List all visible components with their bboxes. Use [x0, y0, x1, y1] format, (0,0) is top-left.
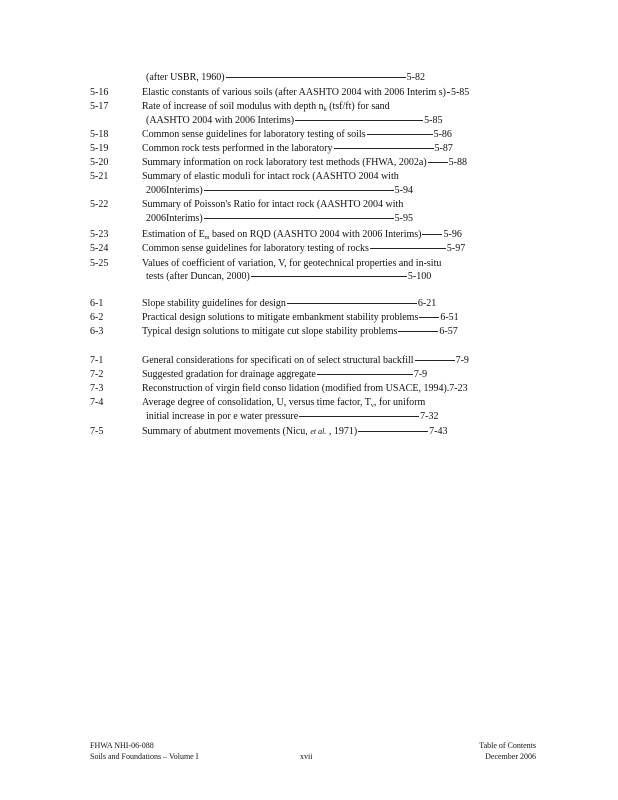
entry-text: Typical design solutions to mitigate cut slope stability problems — [142, 326, 398, 337]
entry-italic: et al. — [310, 427, 327, 436]
entry-text: initial increase in por e water pressure — [146, 411, 299, 422]
entry-number: 6-3 — [90, 326, 104, 337]
dot-leader — [367, 134, 433, 135]
entry-text: Rate of increase of soil modulus with depth n — [142, 101, 324, 112]
dot-leader — [419, 317, 439, 318]
entry-text: Summary of Poisson's Ratio for intact rock (AASHTO 2004 with — [142, 199, 404, 210]
footer-doc-title: Soils and Foundations – Volume I — [90, 752, 199, 761]
toc-entry-6-2 — [0, 312, 618, 324]
toc-entry-5-22-cont — [0, 213, 618, 225]
toc-entry-5-21 — [0, 171, 618, 183]
entry-number: 5-24 — [90, 243, 109, 254]
entry-number: 5-17 — [90, 101, 109, 112]
entry-number: 6-2 — [90, 312, 104, 323]
entry-page: 5-82 — [406, 72, 425, 83]
entry-text: 2006Interims) — [146, 185, 203, 196]
entry-page: 5-85 — [450, 87, 470, 98]
entry-text: Common rock tests performed in the laboratory — [142, 143, 333, 154]
toc-entry-5-17-cont — [0, 115, 618, 127]
entry-text: (after USBR, 1960) — [146, 72, 225, 83]
toc-entry-5-18 — [0, 129, 618, 141]
toc-entry-5-15-cont — [0, 72, 618, 84]
entry-number: 5-19 — [90, 143, 109, 154]
entry-page: 7-9 — [455, 355, 469, 366]
toc-entry-5-20 — [0, 157, 618, 169]
footer-date: December 2006 — [485, 752, 536, 761]
entry-number: 5-20 — [90, 157, 109, 168]
entry-number: 7-2 — [90, 369, 104, 380]
dot-leader — [295, 120, 423, 121]
entry-number: 7-3 — [90, 383, 104, 394]
dot-leader — [287, 303, 417, 304]
entry-page: 5-95 — [394, 213, 413, 224]
toc-entry-7-1 — [0, 355, 618, 367]
entry-number: 5-18 — [90, 129, 109, 140]
entry-page: 5-97 — [446, 243, 466, 254]
footer-doc-id: FHWA NHI-06-088 — [90, 741, 154, 750]
entry-page: 7-32 — [420, 411, 439, 422]
toc-entry-5-17 — [0, 101, 618, 113]
entry-page: 7-43 — [429, 426, 448, 437]
dot-leader — [299, 416, 419, 417]
entry-page: 6-51 — [440, 312, 459, 323]
entry-page: 6-57 — [439, 326, 458, 337]
toc-entry-5-19 — [0, 143, 618, 155]
toc-entry-5-16 — [0, 87, 618, 99]
entry-page: 6-21 — [417, 298, 437, 309]
dot-leader — [334, 148, 434, 149]
footer-section: Table of Contents — [479, 741, 536, 750]
toc-entry-5-21-cont — [0, 185, 618, 197]
toc-entry-7-3 — [0, 383, 618, 395]
entry-page: 5-96 — [443, 229, 462, 240]
entry-number: 5-25 — [90, 258, 109, 269]
dot-leader — [226, 77, 406, 78]
entry-text: Elastic constants of various soils (after AASHTO 2004 with 2006 Interim s) — [142, 87, 446, 98]
entry-page: 5-86 — [433, 129, 452, 140]
dot-leader — [204, 190, 394, 191]
toc-entry-5-22 — [0, 199, 618, 211]
entry-text: Common sense guidelines for laboratory testing of rocks — [142, 243, 369, 254]
entry-subscript: h — [323, 107, 327, 113]
dot-leader — [415, 360, 455, 361]
dot-leader — [251, 276, 407, 277]
entry-text: Suggested gradation for drainage aggregate — [142, 369, 316, 380]
entry-text: Summary of abutment movements (Nicu, — [142, 426, 311, 437]
dot-leader — [370, 248, 446, 249]
toc-entry-7-2 — [0, 369, 618, 381]
entry-number: 7-1 — [90, 355, 104, 366]
entry-subscript: m — [204, 235, 210, 241]
entry-text: Values of coefficient of variation, V, for geotechnical properties and in-situ — [142, 258, 442, 269]
entry-text-cont: , 1971) — [326, 426, 358, 437]
dot-leader — [204, 218, 394, 219]
toc-entry-7-4-cont — [0, 411, 618, 423]
entry-number: 5-23 — [90, 229, 109, 240]
entry-text: Reconstruction of virgin field conso lidation (modified from USACE, 1994). — [142, 383, 450, 394]
entry-text-cont: based on RQD (AASHTO 2004 with 2006 Interims) — [209, 229, 422, 240]
entry-text-cont: , for uniform — [373, 397, 426, 408]
toc-entry-7-5 — [0, 426, 618, 438]
entry-page: 5-94 — [394, 185, 413, 196]
toc-entry-5-25 — [0, 258, 618, 270]
entry-text: tests (after Duncan, 2000) — [146, 271, 250, 282]
entry-number: 7-5 — [90, 426, 104, 437]
toc-entry-7-4 — [0, 397, 618, 409]
entry-text: Practical design solutions to mitigate embankment stability problems — [142, 312, 419, 323]
dot-leader — [422, 234, 442, 235]
entry-number: 6-1 — [90, 298, 104, 309]
entry-text: Estimation of E — [142, 229, 205, 240]
entry-page: 5-100 — [407, 271, 432, 282]
toc-entry-6-3 — [0, 326, 618, 338]
dot-leader — [428, 162, 448, 163]
entry-page: 5-87 — [434, 143, 453, 154]
dot-leader — [317, 374, 413, 375]
entry-text: General considerations for specificati on of select structural backfill — [142, 355, 414, 366]
toc-entry-5-23 — [0, 229, 618, 241]
footer-page-number: xvii — [300, 752, 313, 761]
entry-text-cont: (tsf/ft) for sand — [326, 101, 390, 112]
entry-number: 7-4 — [90, 397, 104, 408]
entry-text: Summary information on rock laboratory test methods (FHWA, 2002a) — [142, 157, 427, 168]
entry-text: Slope stability guidelines for design — [142, 298, 286, 309]
dot-leader — [358, 431, 428, 432]
entry-text: Average degree of consolidation, U, versus time factor, T — [142, 397, 371, 408]
entry-subscript: v — [370, 403, 374, 409]
entry-number: 5-16 — [90, 87, 109, 98]
dot-leader — [398, 331, 438, 332]
entry-text: (AASHTO 2004 with 2006 Interims) — [146, 115, 295, 126]
entry-page: 7-9 — [413, 369, 428, 380]
entry-page: 5-88 — [448, 157, 468, 168]
dot-leader — [447, 92, 450, 93]
entry-text: 2006Interims) — [146, 213, 203, 224]
toc-entry-6-1 — [0, 298, 618, 310]
entry-number: 5-21 — [90, 171, 109, 182]
entry-page: 7-23 — [449, 383, 468, 394]
toc-entry-5-25-cont — [0, 271, 618, 283]
toc-entry-5-24 — [0, 243, 618, 255]
entry-text: Summary of elastic moduli for intact rock (AASHTO 2004 with — [142, 171, 399, 182]
entry-page: 5-85 — [424, 115, 443, 126]
entry-number: 5-22 — [90, 199, 109, 210]
entry-text: Common sense guidelines for laboratory testing of soils — [142, 129, 366, 140]
